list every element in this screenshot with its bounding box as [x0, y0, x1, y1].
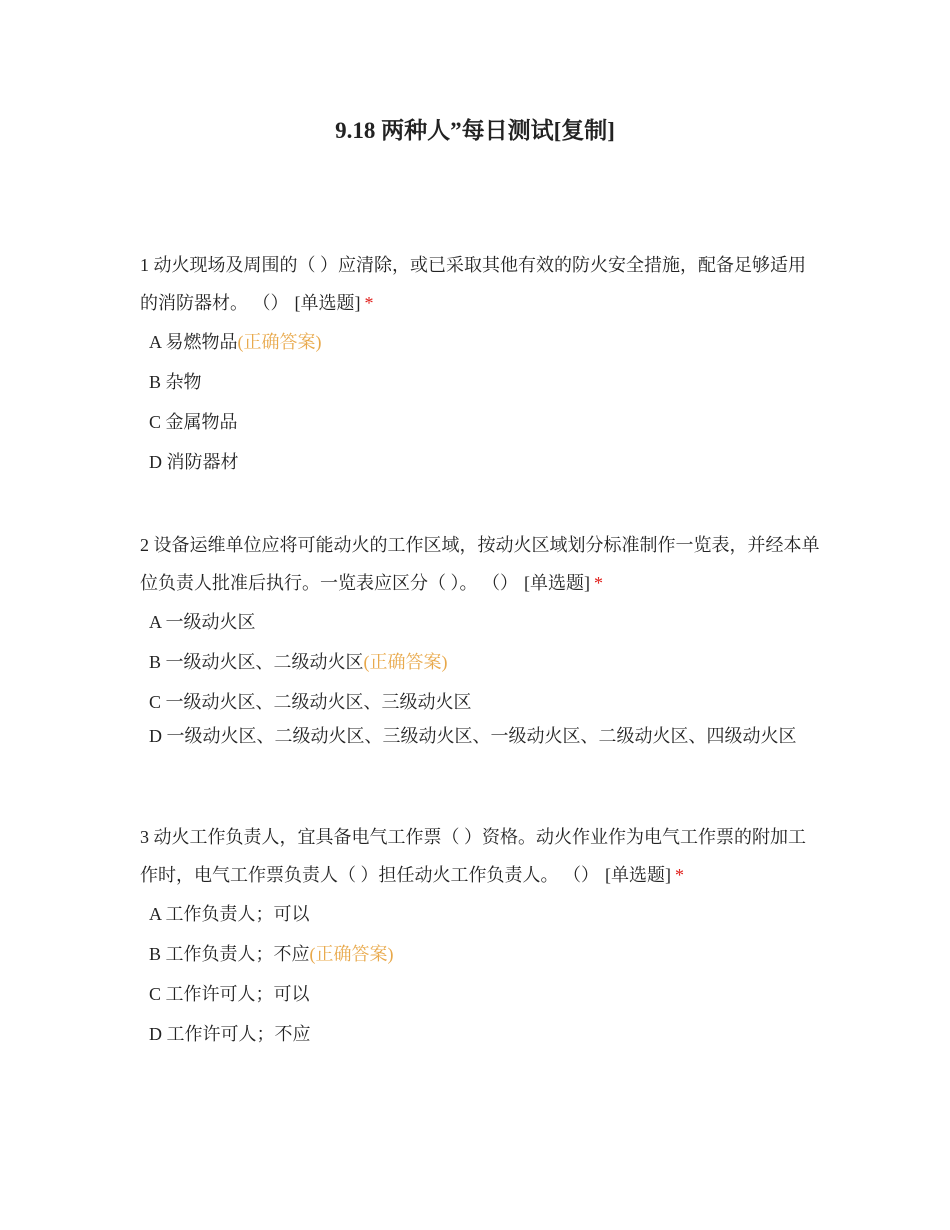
question-type-label: [单选题] — [294, 293, 361, 313]
option-list — [140, 902, 820, 1046]
option-text: B 工作负责人；不应 — [149, 944, 310, 964]
correct-answer-label: (正确答案) — [363, 652, 448, 672]
question-type-label: [单选题] — [605, 865, 671, 885]
correct-answer-label: (正确答案) — [237, 332, 322, 352]
required-asterisk: * — [594, 573, 603, 593]
option-list — [140, 330, 820, 474]
option-c — [149, 410, 820, 434]
question-text: 2 设备运维单位应将可能动火的工作区域，按动火区域划分标准制作一览表，并经本单位负责人批准后执行。一览表应区分（ ）。 （） — [140, 535, 820, 593]
option-d — [149, 724, 820, 748]
option-a — [149, 610, 820, 634]
option-d — [149, 1022, 820, 1046]
option-text: D 消防器材 — [149, 452, 239, 472]
question-type-label: [单选题] — [524, 573, 590, 593]
page-title: 9.18 两种人”每日测试[复制] — [335, 118, 615, 143]
option-text: A 工作负责人；可以 — [149, 904, 310, 924]
option-list — [140, 610, 820, 748]
option-text: A 一级动火区 — [149, 612, 256, 632]
option-b — [149, 650, 820, 674]
question-stem — [140, 526, 820, 602]
correct-answer-label: (正确答案) — [309, 944, 394, 964]
required-asterisk: * — [364, 293, 374, 313]
option-a — [149, 330, 820, 354]
option-text: A 易燃物品 — [149, 332, 238, 352]
question-text: 3 动火工作负责人，宜具备电气工作票（ ）资格。动火作业作为电气工作票的附加工作时，电气工作票负责人（ ）担任动火工作负责人。 （） — [140, 827, 806, 885]
option-text: B 杂物 — [149, 372, 202, 392]
question-1 — [140, 246, 820, 490]
required-asterisk: * — [675, 865, 684, 885]
question-text: 1 动火现场及周围的（ ）应清除，或已采取其他有效的防火安全措施，配备足够适用的消防器材。 （） — [140, 255, 806, 313]
option-b — [149, 370, 820, 394]
option-d — [149, 450, 820, 474]
option-text: C 工作许可人；可以 — [149, 984, 310, 1004]
option-text: C 金属物品 — [149, 412, 238, 432]
option-c — [149, 690, 820, 714]
option-c — [149, 982, 820, 1006]
option-text: C 一级动火区、二级动火区、三级动火区 — [149, 692, 472, 712]
question-3 — [140, 818, 820, 1062]
question-stem — [140, 246, 820, 322]
option-text: D 工作许可人；不应 — [149, 1024, 311, 1044]
question-2 — [140, 526, 820, 748]
option-text: D 一级动火区、二级动火区、三级动火区、一级动火区、二级动火区、四级动火区 — [149, 726, 797, 746]
option-a — [149, 902, 820, 926]
question-stem — [140, 818, 820, 894]
option-text: B 一级动火区、二级动火区 — [149, 652, 364, 672]
option-b — [149, 942, 820, 966]
